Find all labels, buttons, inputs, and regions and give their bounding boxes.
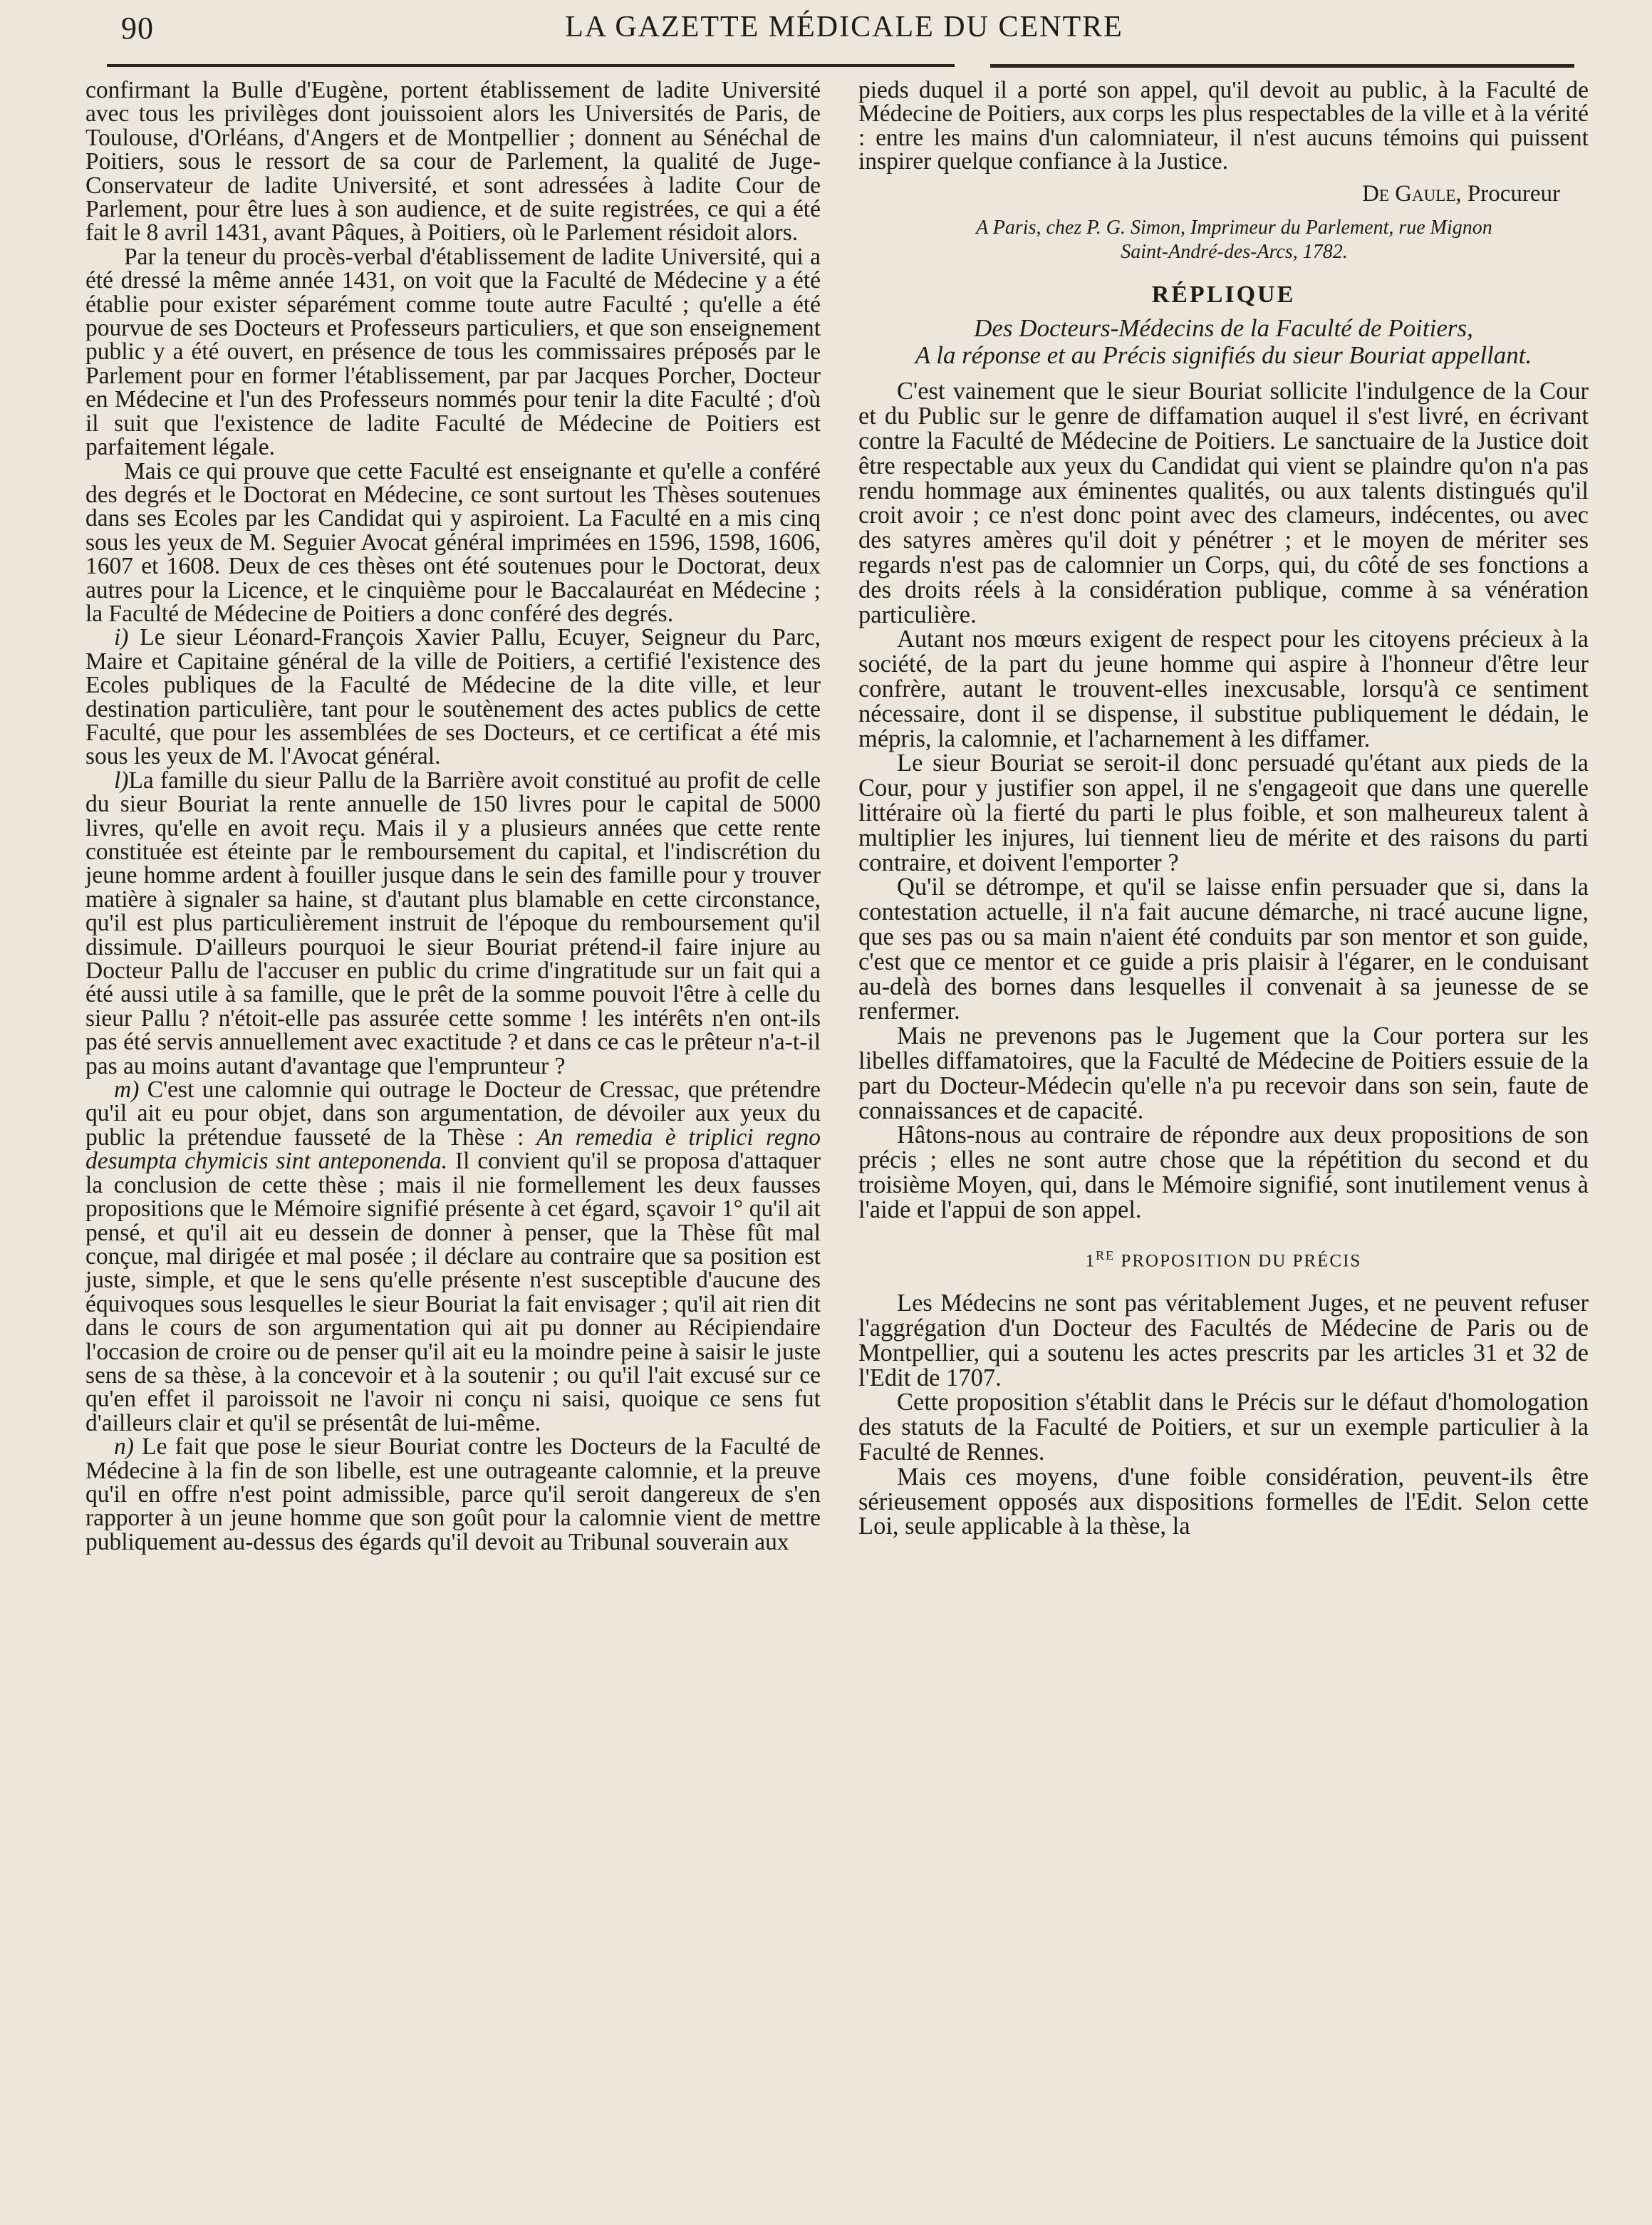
note-paragraph: [85, 769, 821, 1078]
note-text: La famille du sieur Pallu de la Barrière avoit constitué au profit de celle du sieur Bouriat la rente annuelle de 150 livres pour le capital de 5000 livres, qu'elle en avoit reçu. Mais il y a plusieurs années que cette rente constituée est éteinte par le remboursement du capital, et l'indiscrétion du jeune homme ardent à fouiller jusque dans le sein des famille pour y trouver matière à signaler sa haine, st d'autant plus blamable en cette circonstance, qu'il est plus particulièrement instruit de l'époque du remboursement qu'il dissimule. D'ailleurs pourquoi le sieur Bouriat prétend-il faire injure au Docteur Pallu de l'accuser en public du crime d'ingratitude sur un fait qui a été aussi utile à sa famille, que le prêt de la somme pouvoit l'être à celle du sieur Pallu ? n'étoit-elle pas assurée cette somme ! les intérêts n'en ont-ils pas été servis annuellement avec exactitude ? et dans ce cas le prêteur n'a-t-il pas au moins autant d'avantage que l'emprunteur ?: [85, 767, 821, 1079]
paragraph: Les Médecins ne sont pas véritablement Juges, et ne peuvent refuser l'aggrégation d'un Docteur des Facultés de Médecine de Paris ou de Montpellier, qui a soutenu les actes prescrits par les articles 31 et 32 de l'Edit de 1707.: [858, 1290, 1589, 1391]
imprint: [880, 216, 1589, 264]
signature-title: , Procureur: [1455, 180, 1560, 207]
signature-name: De Gaule: [1362, 180, 1456, 207]
proposition-number: 1: [1085, 1250, 1096, 1270]
section-title: RÉPLIQUE: [1151, 281, 1296, 308]
proposition-ordinal: RE: [1096, 1248, 1116, 1262]
note-text: Le sieur Léonard-François Xavier Pallu, Ecuyer, Seigneur du Parc, Maire et Capitaine général de la ville de Poitiers, a certifié l'existence des Ecoles publiques de la Faculté de Médecine de la dite ville, et leur destination particulière, tant pour le soutènement des actes publics de cette Faculté, que pour les assemblées de ses Docteurs, et ce certificat a été mis sous les yeux de M. l'Avocat général.: [85, 624, 821, 770]
journal-title: LA GAZETTE MÉDICALE DU CENTRE: [565, 11, 1123, 43]
subtitle-line: Des Docteurs-Médecins de la Faculté de Poitiers,: [974, 314, 1473, 343]
paragraph: Cette proposition s'établit dans le Précis sur le défaut d'homologation des statuts de la Faculté de Poitiers, et sur un exemple particulier à la Faculté de Rennes.: [858, 1389, 1589, 1466]
proposition-title: [858, 1244, 1589, 1273]
paragraph: Mais ces moyens, d'une foible considération, peuvent-ils être sérieusement opposés aux dispositions formelles de l'Edit. Selon cette Loi, seule applicable à la thèse, la: [858, 1463, 1589, 1540]
subtitle-line: A la réponse et au Précis signifiés du sieur Bouriat appellant.: [915, 341, 1532, 370]
note-paragraph: [85, 626, 821, 768]
paragraph: confirmant la Bulle d'Eugène, portent établissement de ladite Université avec tous les privilèges dont jouissoient alors les Universités de Paris, de Toulouse, d'Orléans, d'Angers et de Montpellier ; donnent au Sénéchal de Poitiers, sous le ressort de sa cour de Parlement, la qualité de Juge-Conservateur de ladite Université, et sont adressées à ladite Cour de Parlement, pour être lues à son audience, et de suite registrées, ce qui a été fait le 8 avril 1431, avant Pâques, à Poitiers, où le Parlement résidoit alors.: [85, 77, 821, 247]
note-paragraph: [85, 1078, 821, 1435]
page-header: [107, 10, 1581, 53]
header-rule-right: [990, 64, 1574, 68]
section-subtitle: [858, 315, 1589, 369]
note-text: Il convient qu'il se proposa d'attaquer la conclusion de cette thèse ; mais il nie formellement les deux fausses propositions que le Mémoire signifié présente à cet égard, sçavoir 1° qu'il ait pensé, et qu'il ait eu dessein de donner à penser, que la Thèse fût mal conçue, mal dirigée et mal posée ; il déclare au contraire que sa position est juste, simple, et que le sens qu'elle présente n'est susceptible d'aucune des équivoques sous lesquelles le sieur Bouriat la fait envisager ; qu'il ait rien dit dans le cours de son argumentation qui ait pu donner au Récipiendaire l'occasion de croire ou de penser qu'il ait eu la moindre peine à saisir le juste sens de sa thèse, à la concevoir et à la soutenir ; ou qu'il l'ait excusé sur ce qu'en effet il paroissoit ne l'avoir ni conçu ni saisi, quoique ce sens fut d'ailleurs clair et qu'il se présentât de lui-même.: [85, 1148, 821, 1436]
paragraph: pieds duquel il a porté son appel, qu'il devoit au public, à la Faculté de Médecine de Poitiers, aux corps les plus respectables de la ville et à la vérité : entre les mains d'un calomniateur, il n'est aucuns témoins qui puissent inspirer quelque confiance à la Justice.: [858, 77, 1589, 175]
paragraph: Par la teneur du procès-verbal d'établissement de ladite Université, qui a été dressé la même année 1431, on voit que la Faculté de Médecine y a été établie pour exister séparément comme toute autre Faculté ; qu'elle a été pourvue de ses Docteurs et Professeurs particuliers, et que son enseignement public y a été ouvert, en présence de tous les commissaires préposés par le Parlement pour en former l'établissement, par par Jacques Porcher, Docteur en Médecine et l'un des Professeurs nommés pour tenir la dite Faculté ; d'où il suit que l'existence de ladite Faculté de Médecine de Poitiers est parfaitement légale.: [85, 243, 821, 461]
note-mark: l): [114, 767, 129, 794]
paragraph: Autant nos mœurs exigent de respect pour les citoyens précieux à la société, de la part du jeune homme qui aspire à l'honneur d'être leur confrère, autant le trouvent-elles inexcusable, lorsqu'à ce sentiment nécessaire, dont il se dispense, il substitue publiquement le dédain, le mépris, la calomnie, et l'acharnement à les diffamer.: [858, 626, 1589, 752]
left-column: [85, 78, 821, 1554]
note-text: C'est une calomnie qui outrage le Docteur de Cressac, que prétendre qu'il ait eu pour objet, dans son argumentation, de dévoiler aux yeux du public la prétendue fausseté de la Thèse :: [85, 1077, 821, 1151]
signature: [858, 182, 1560, 206]
paragraph: Le sieur Bouriat se seroit-il donc persuadé qu'étant aux pieds de la Cour, pour y justifier son appel, il ne s'engageoit que dans une querelle littéraire où la fierté du parti le plus foible, et son malheureux talent à multiplier les injures, lui tiennent lieu de mérite et des raisons du parti contraire, et doivent l'emporter ?: [858, 750, 1589, 876]
latin-thesis-title: An remedia è triplici regno desumpta chymicis sint anteponenda.: [85, 1124, 821, 1175]
paragraph: Mais ce qui prouve que cette Faculté est enseignante et qu'elle a conféré des degrés et le Doctorat en Médecine, ce sont surtout les Thèses soutenues dans ses Ecoles par les Candidat qui y aspiroient. La Faculté en a mis cinq sous les yeux de M. Seguier Avocat général imprimées en 1596, 1598, 1606, 1607 et 1608. Deux de ces thèses ont été soutenues pour le Doctorat, deux autres pour la Licence, et le cinquième pour le Baccalauréat en Médecine ; la Faculté de Médecine de Poitiers a donc conféré des degrés.: [85, 457, 821, 627]
paragraph: C'est vainement que le sieur Bouriat sollicite l'indulgence de la Cour et du Public sur le genre de diffamation auquel il s'est livré, en écrivant contre la Faculté de Médecine de Poitiers. Le sanctuaire de la Justice doit être respectable aux yeux du Candidat qui vient se plaindre qu'on n'a pas rendu hommage aux éminentes qualités, ou aux talents distingués qu'il croit avoir ; ce n'est donc point avec des clameurs, indécentes, ou avec des satyres amères qu'il doit y pénétrer ; et le moyen de mériter ses regards n'est pas de calomnier un Corps, qui, du côté de ses fonctions a des droits réels à la considération publique, comme à sa vénération particulière.: [858, 378, 1589, 628]
paragraph: Qu'il se détrompe, et qu'il se laisse enfin persuader que si, dans la contestation actuelle, il n'a fait aucune démarche, ni tracé aucune ligne, que ses pas ou sa main n'aient été conduits par son mentor et son guide, c'est que ce mentor et ce guide a pris plaisir à l'égarer, en le conduisant au-delà des bornes dans lesquelles il convenait à sa jeunesse de se renfermer.: [858, 873, 1589, 1025]
note-mark: n): [114, 1433, 134, 1461]
proposition-text: PROPOSITION DU PRÉCIS: [1115, 1250, 1362, 1270]
right-column: [858, 78, 1589, 1539]
paragraph: Mais ne prevenons pas le Jugement que la Cour portera sur les libelles diffamatoires, que la Faculté de Médecine de Poitiers essuie de la part du Docteur-Médecin qu'elle n'a pu recevoir dans son sein, faute de connaissances et de capacité.: [858, 1022, 1589, 1124]
imprint-line: Saint-André-des-Arcs, 1782.: [1121, 241, 1348, 264]
page-number: 90: [121, 11, 154, 46]
note-text: Le fait que pose le sieur Bouriat contre les Docteurs de la Faculté de Médecine à la fin de son libelle, est une outrageante calomnie, et la preuve qu'il en offre n'est point admissible, parce qu'il seroit dangereux de s'en rapporter à un jeune homme que son goût pour la calomnie vient de mettre publiquement au-dessus des égards qu'il devoit au Tribunal souverain aux: [85, 1433, 821, 1555]
header-rule-left: [107, 64, 955, 67]
paragraph: Hâtons-nous au contraire de répondre aux deux propositions de son précis ; elles ne sont autre chose que la répétition du second et du troisième Moyen, qui, dans le Mémoire signifié, sont inutilement venus à l'aide et l'appui de son appel.: [858, 1121, 1589, 1223]
note-mark: i): [114, 624, 129, 651]
note-mark: m): [114, 1077, 140, 1104]
imprint-line: A Paris, chez P. G. Simon, Imprimeur du Parlement, rue Mignon: [976, 217, 1492, 239]
note-paragraph: [85, 1435, 821, 1554]
